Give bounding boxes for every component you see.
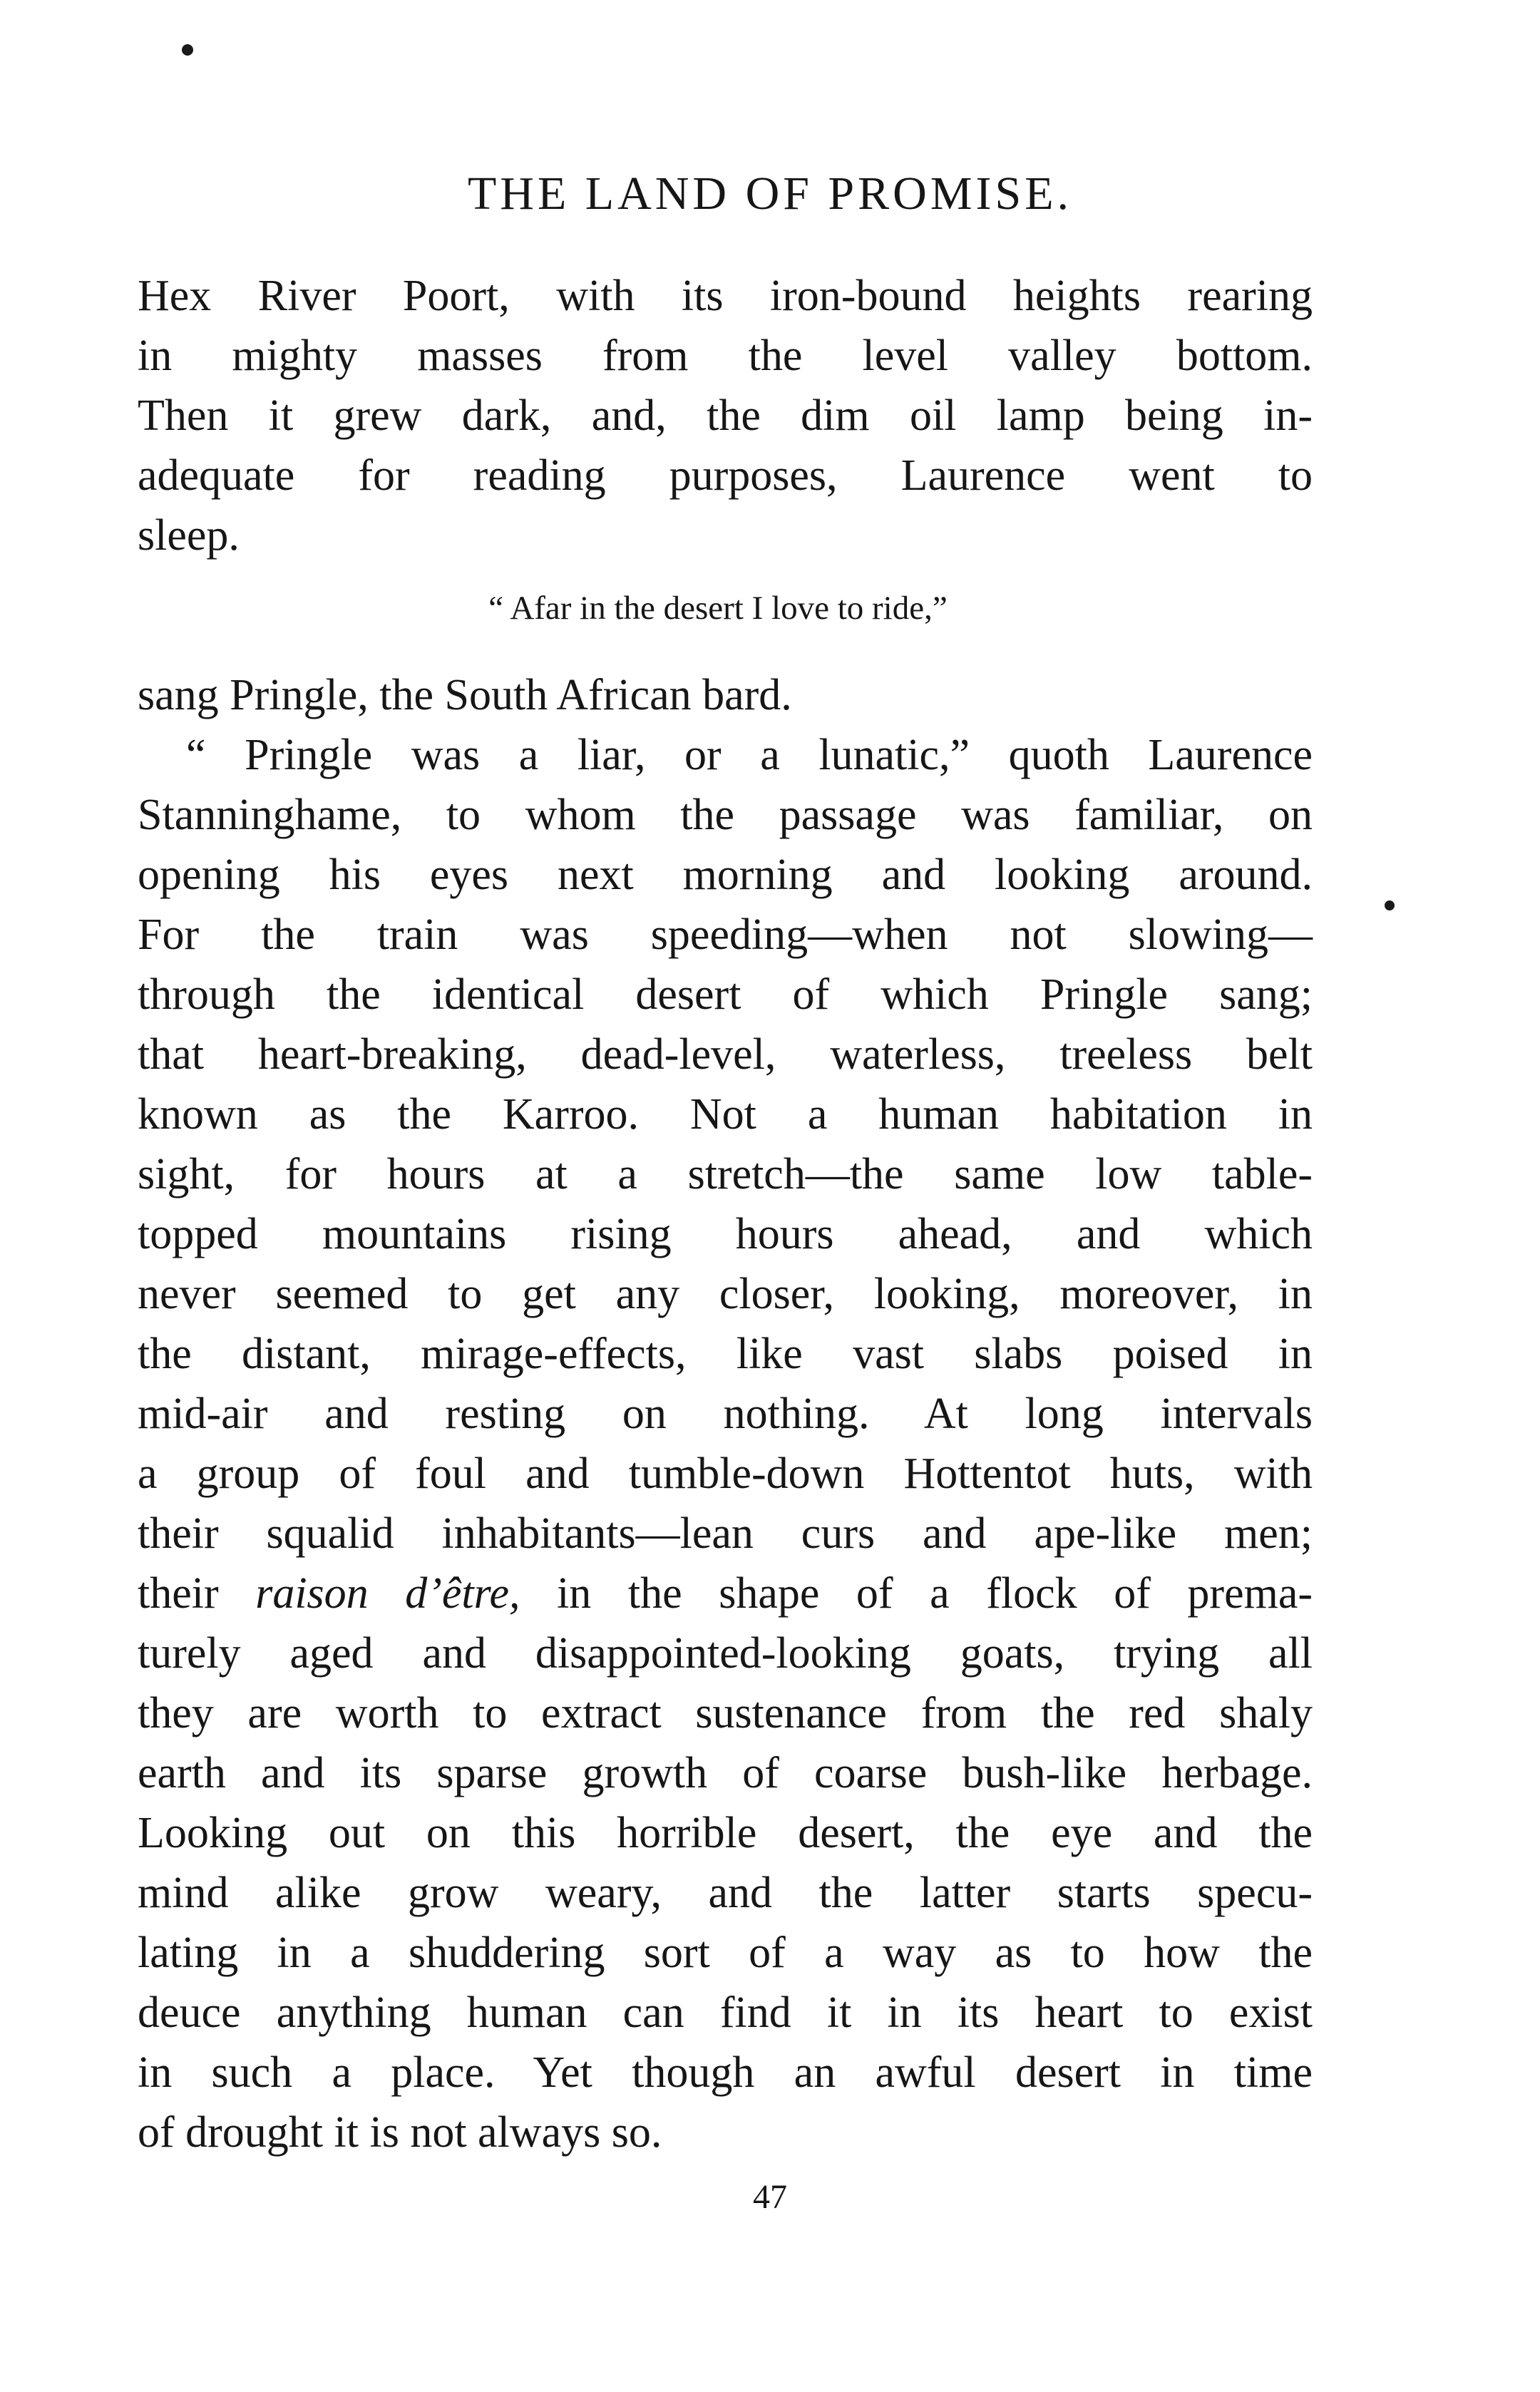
text-line: of drought it is not always so.	[138, 2108, 662, 2157]
text-line: known as the Karroo. Not a human habitation in	[138, 1090, 1313, 1139]
text-line: mid-air and resting on nothing. At long intervals	[138, 1390, 1313, 1438]
text-line: earth and its sparse growth of coarse bush-like herbage.	[138, 1749, 1313, 1797]
line-end: in the shape of a flock of prema-	[520, 1569, 1313, 1618]
text-line: through the identical desert of which Pringle sang;	[138, 970, 1313, 1019]
italic-phrase: raison d’être,	[255, 1569, 520, 1618]
ink-speck	[1385, 900, 1395, 910]
text-line: lating in a shuddering sort of a way as to how the	[138, 1929, 1313, 1977]
text-line: the distant, mirage-effects, like vast slabs poised in	[138, 1330, 1313, 1378]
text-line: sang Pringle, the South African bard.	[138, 671, 792, 719]
running-head: THE LAND OF PROMISE.	[467, 168, 1073, 220]
text-line: never seemed to get any closer, looking, moreover, in	[138, 1270, 1313, 1318]
text-line: a group of foul and tumble-down Hottentot huts, with	[138, 1449, 1313, 1498]
text-line-italic-phrase	[138, 1564, 1313, 1623]
text-line: in mighty masses from the level valley bottom.	[138, 332, 1313, 380]
text-line: sleep.	[138, 511, 240, 560]
text-line: opening his eyes next morning and looking around.	[138, 851, 1313, 899]
text-line: that heart-breaking, dead-level, waterless, treeless belt	[138, 1030, 1313, 1079]
text-line: Looking out on this horrible desert, the eye and the	[138, 1809, 1313, 1857]
body-text	[138, 266, 1313, 2162]
text-line: their squalid inhabitants—lean curs and ape-like men;	[138, 1509, 1313, 1558]
text-line: sight, for hours at a stretch—the same low table-	[138, 1150, 1313, 1198]
page-number: 47	[753, 2178, 787, 2216]
ink-speck	[182, 44, 193, 56]
text-line: in such a place. Yet though an awful desert in time	[138, 2048, 1313, 2097]
text-line: topped mountains rising hours ahead, and which	[138, 1210, 1313, 1258]
text-line: Stanninghame, to whom the passage was familiar, on	[138, 791, 1313, 839]
text-line: adequate for reading purposes, Laurence went to	[138, 451, 1313, 500]
text-line: turely aged and disappointed-looking goats, trying all	[138, 1629, 1313, 1678]
text-line: mind alike grow weary, and the latter starts specu-	[138, 1869, 1313, 1917]
text-line: Hex River Poort, with its iron-bound heights rearing	[138, 272, 1313, 320]
text-line: “ Pringle was a liar, or a lunatic,” quoth Laurence	[186, 731, 1313, 779]
text-line: Then it grew dark, and, the dim oil lamp being in-	[138, 391, 1313, 440]
text-line: For the train was speeding—when not slowing—	[138, 910, 1313, 959]
verse-quotation: “ Afar in the desert I love to ride,”	[488, 590, 948, 627]
text-line: deuce anything human can find it in its heart to exist	[138, 1988, 1313, 2037]
text-line: they are worth to extract sustenance from the red shaly	[138, 1689, 1313, 1737]
line-start: their	[138, 1569, 256, 1618]
